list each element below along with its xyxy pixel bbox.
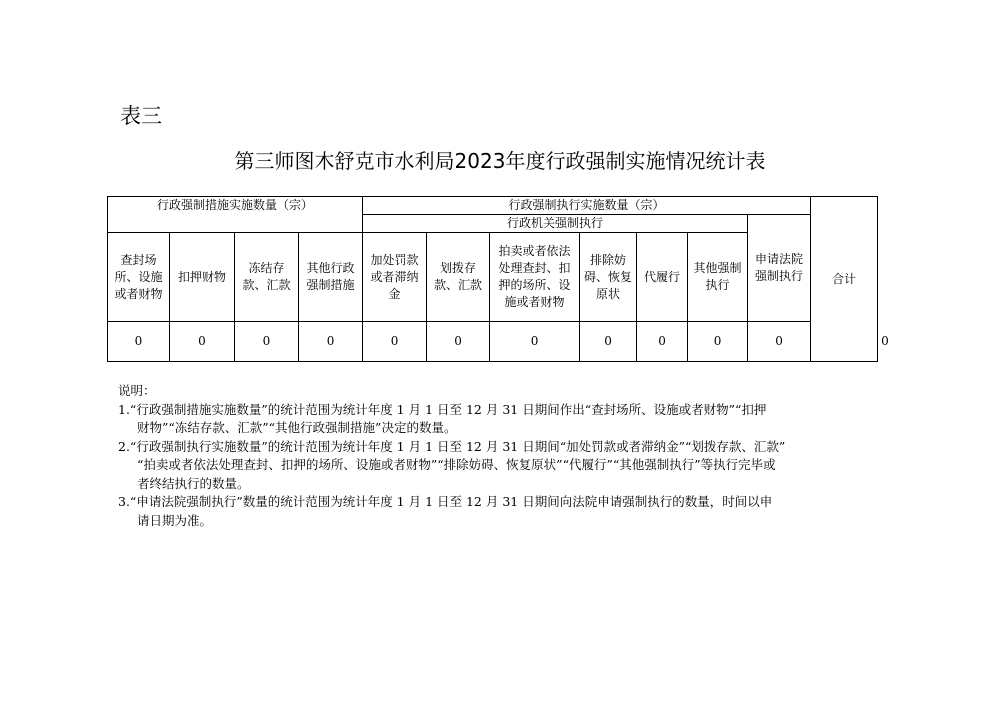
- note-2-line-3: 者终结执行的数量。: [137, 475, 250, 491]
- header-seal: 查封场所、设施或者财物: [108, 233, 170, 322]
- statistics-table: 行政强制措施实施数量（宗） 行政强制执行实施数量（宗） 合计 行政机关强制执行 申请法院强制执行 查封场所、设施或者财物 扣押财物 冻结存款、汇款 其他行政强制措施 加处罚款或者滞纳金 划拨存款、汇款 拍卖或者依法处理查封、扣押的场所、设施或者财物 排除妨碍、恢复原状 代履行 其他强制执行 0 0 0 0 0 0 0 0 0 0 0 0: [107, 196, 878, 362]
- value-cell: 0: [490, 322, 580, 362]
- header-fine: 加处罚款或者滞纳金: [363, 233, 427, 322]
- note-2-line-1: 2.“行政强制执行实施数量”的统计范围为统计年度 1 月 1 日至 12 月 31 日期间“加处罚款或者滞纳金”“划拨存款、汇款”: [118, 438, 786, 454]
- header-detain: 扣押财物: [170, 233, 235, 322]
- notes-section: [118, 382, 878, 530]
- value-cell: 0: [363, 322, 427, 362]
- note-1-line-1: 1.“行政强制措施实施数量”的统计范围为统计年度 1 月 1 日至 12 月 31 日期间作出“查封场所、设施或者财物”“扣押: [118, 401, 767, 417]
- value-cell: 0: [580, 322, 637, 362]
- note-2-line-2: “拍卖或者依法处理查封、扣押的场所、设施或者财物”“排除妨碍、恢复原状”“代履行”“其他强制执行”等执行完毕或: [137, 457, 776, 472]
- header-substitute: 代履行: [637, 233, 688, 322]
- value-cell: 0: [688, 322, 748, 362]
- page-title: 第三师图木舒克市水利局2023年度行政强制实施情况统计表: [234, 149, 766, 173]
- note-3-line-1: 3.“申请法院强制执行”数量的统计范围为统计年度 1 月 1 日至 12 月 31 日期间向法院申请强制执行的数量，时间以申: [118, 494, 773, 509]
- notes-heading: 说明：: [118, 383, 156, 398]
- header-transfer: 划拨存款、汇款: [427, 233, 490, 322]
- value-cell: 0: [748, 322, 811, 362]
- value-cell: 0: [108, 322, 170, 362]
- header-remove-obstruction: 排除妨碍、恢复原状: [580, 233, 637, 322]
- value-cell: 0: [299, 322, 363, 362]
- header-measures-group: 行政强制措施实施数量（宗）: [108, 197, 363, 233]
- header-execution-group: 行政强制执行实施数量（宗）: [363, 197, 811, 215]
- value-cell: 0: [427, 322, 490, 362]
- header-other-execution: 其他强制执行: [688, 233, 748, 322]
- header-court-execution: 申请法院强制执行: [748, 215, 811, 322]
- value-cell: 0: [637, 322, 688, 362]
- note-3-line-2: 请日期为准。: [137, 512, 213, 528]
- page-label: 表三: [120, 104, 162, 128]
- header-admin-group: 行政机关强制执行: [363, 215, 748, 233]
- value-cell: 0: [235, 322, 299, 362]
- value-cell: 0: [170, 322, 235, 362]
- header-other-measures: 其他行政强制措施: [299, 233, 363, 322]
- note-1-line-2: 财物”“冻结存款、汇款”“其他行政强制措施”决定的数量。: [137, 420, 457, 435]
- header-freeze: 冻结存款、汇款: [235, 233, 299, 322]
- header-total: 合计: [811, 197, 878, 362]
- header-auction: 拍卖或者依法处理查封、扣押的场所、设施或者财物: [490, 233, 580, 322]
